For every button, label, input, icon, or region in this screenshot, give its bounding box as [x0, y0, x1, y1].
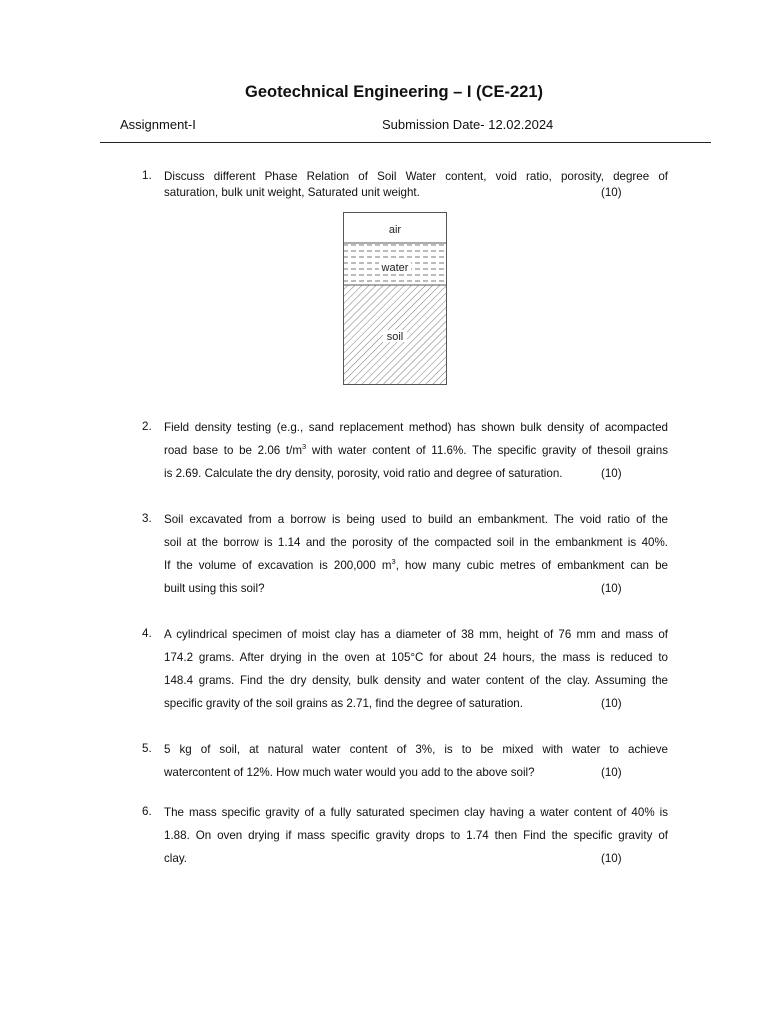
- question-line: built using this soil?: [164, 582, 265, 595]
- question-line: saturation, bulk unit weight, Saturated unit weight.: [164, 186, 420, 199]
- document-title: Geotechnical Engineering – I (CE-221): [245, 83, 543, 101]
- water-label: water: [381, 262, 409, 274]
- question-line: Soil excavated from a borrow is being used to build an embankment. The void ratio of the: [164, 513, 668, 526]
- question-line: 174.2 grams. After drying in the oven at 105°C for about 24 hours, the mass is reduced to: [164, 651, 668, 664]
- question-line: is 2.69. Calculate the dry density, porosity, void ratio and degree of saturation.: [164, 467, 563, 480]
- assignment-label: Assignment-I: [120, 117, 196, 132]
- question-line-last: [164, 851, 668, 874]
- question-marks: (10): [601, 766, 622, 779]
- question-line: The mass specific gravity of a fully saturated specimen clay having a water content of 40% is: [164, 806, 668, 819]
- soil-label: soil: [386, 331, 404, 343]
- question-line: 1.88. On oven drying if mass specific gravity drops to 1.74 then Find the specific gravity of: [164, 829, 668, 842]
- air-label: air: [388, 224, 402, 236]
- question-marks: (10): [601, 852, 622, 865]
- question-line-last: [164, 581, 668, 604]
- question-line-last: [164, 466, 668, 489]
- question-text: [164, 805, 668, 874]
- question-text: [164, 627, 668, 719]
- question-text: [164, 742, 668, 788]
- question-marks: (10): [601, 467, 622, 480]
- question-number: 5.: [142, 742, 152, 755]
- question-line: specific gravity of the soil grains as 2.71, find the degree of saturation.: [164, 697, 523, 710]
- question-line-last: [164, 696, 668, 719]
- question-line-last: [164, 185, 668, 201]
- question-number: 1.: [142, 169, 152, 182]
- question-text: [164, 512, 668, 604]
- question-line: road base to be 2.06 $t/m^3$ with water content of 11.6%. The specific gravity of thesoil grains: [164, 442, 668, 457]
- question-line: Field density testing (e.g., sand replacement method) has shown bulk density of acompacted: [164, 421, 668, 434]
- question-line-last: [164, 765, 668, 788]
- question-number: 3.: [142, 512, 152, 525]
- question-number: 2.: [142, 420, 152, 433]
- question-line: 5 kg of soil, at natural water content of 3%, is to be mixed with water to achieve: [164, 743, 668, 756]
- question-marks: (10): [601, 186, 622, 199]
- question-number: 6.: [142, 805, 152, 818]
- question-marks: (10): [601, 697, 622, 710]
- question-line: clay.: [164, 852, 187, 865]
- question-marks: (10): [601, 582, 622, 595]
- question-text: [164, 420, 668, 489]
- question-line: Discuss different Phase Relation of Soil Water content, void ratio, porosity, degree of: [164, 170, 668, 183]
- question-line: 148.4 grams. Find the dry density, bulk density and water content of the clay. Assuming the: [164, 674, 668, 687]
- question-text: [164, 169, 668, 201]
- soil-phase-diagram: [343, 212, 449, 386]
- header-divider: [100, 142, 711, 143]
- question-line: If the volume of excavation is 200,000 $m^3$, how many cubic metres of embankment can be: [164, 557, 668, 572]
- question-line: A cylindrical specimen of moist clay has a diameter of 38 mm, height of 76 mm and mass of: [164, 628, 668, 641]
- submission-date: Submission Date- 12.02.2024: [382, 117, 554, 132]
- question-line: soil at the borrow is 1.14 and the porosity of the compacted soil in the embankment is 40%.: [164, 536, 668, 549]
- question-number: 4.: [142, 627, 152, 640]
- question-line: watercontent of 12%. How much water would you add to the above soil?: [164, 766, 535, 779]
